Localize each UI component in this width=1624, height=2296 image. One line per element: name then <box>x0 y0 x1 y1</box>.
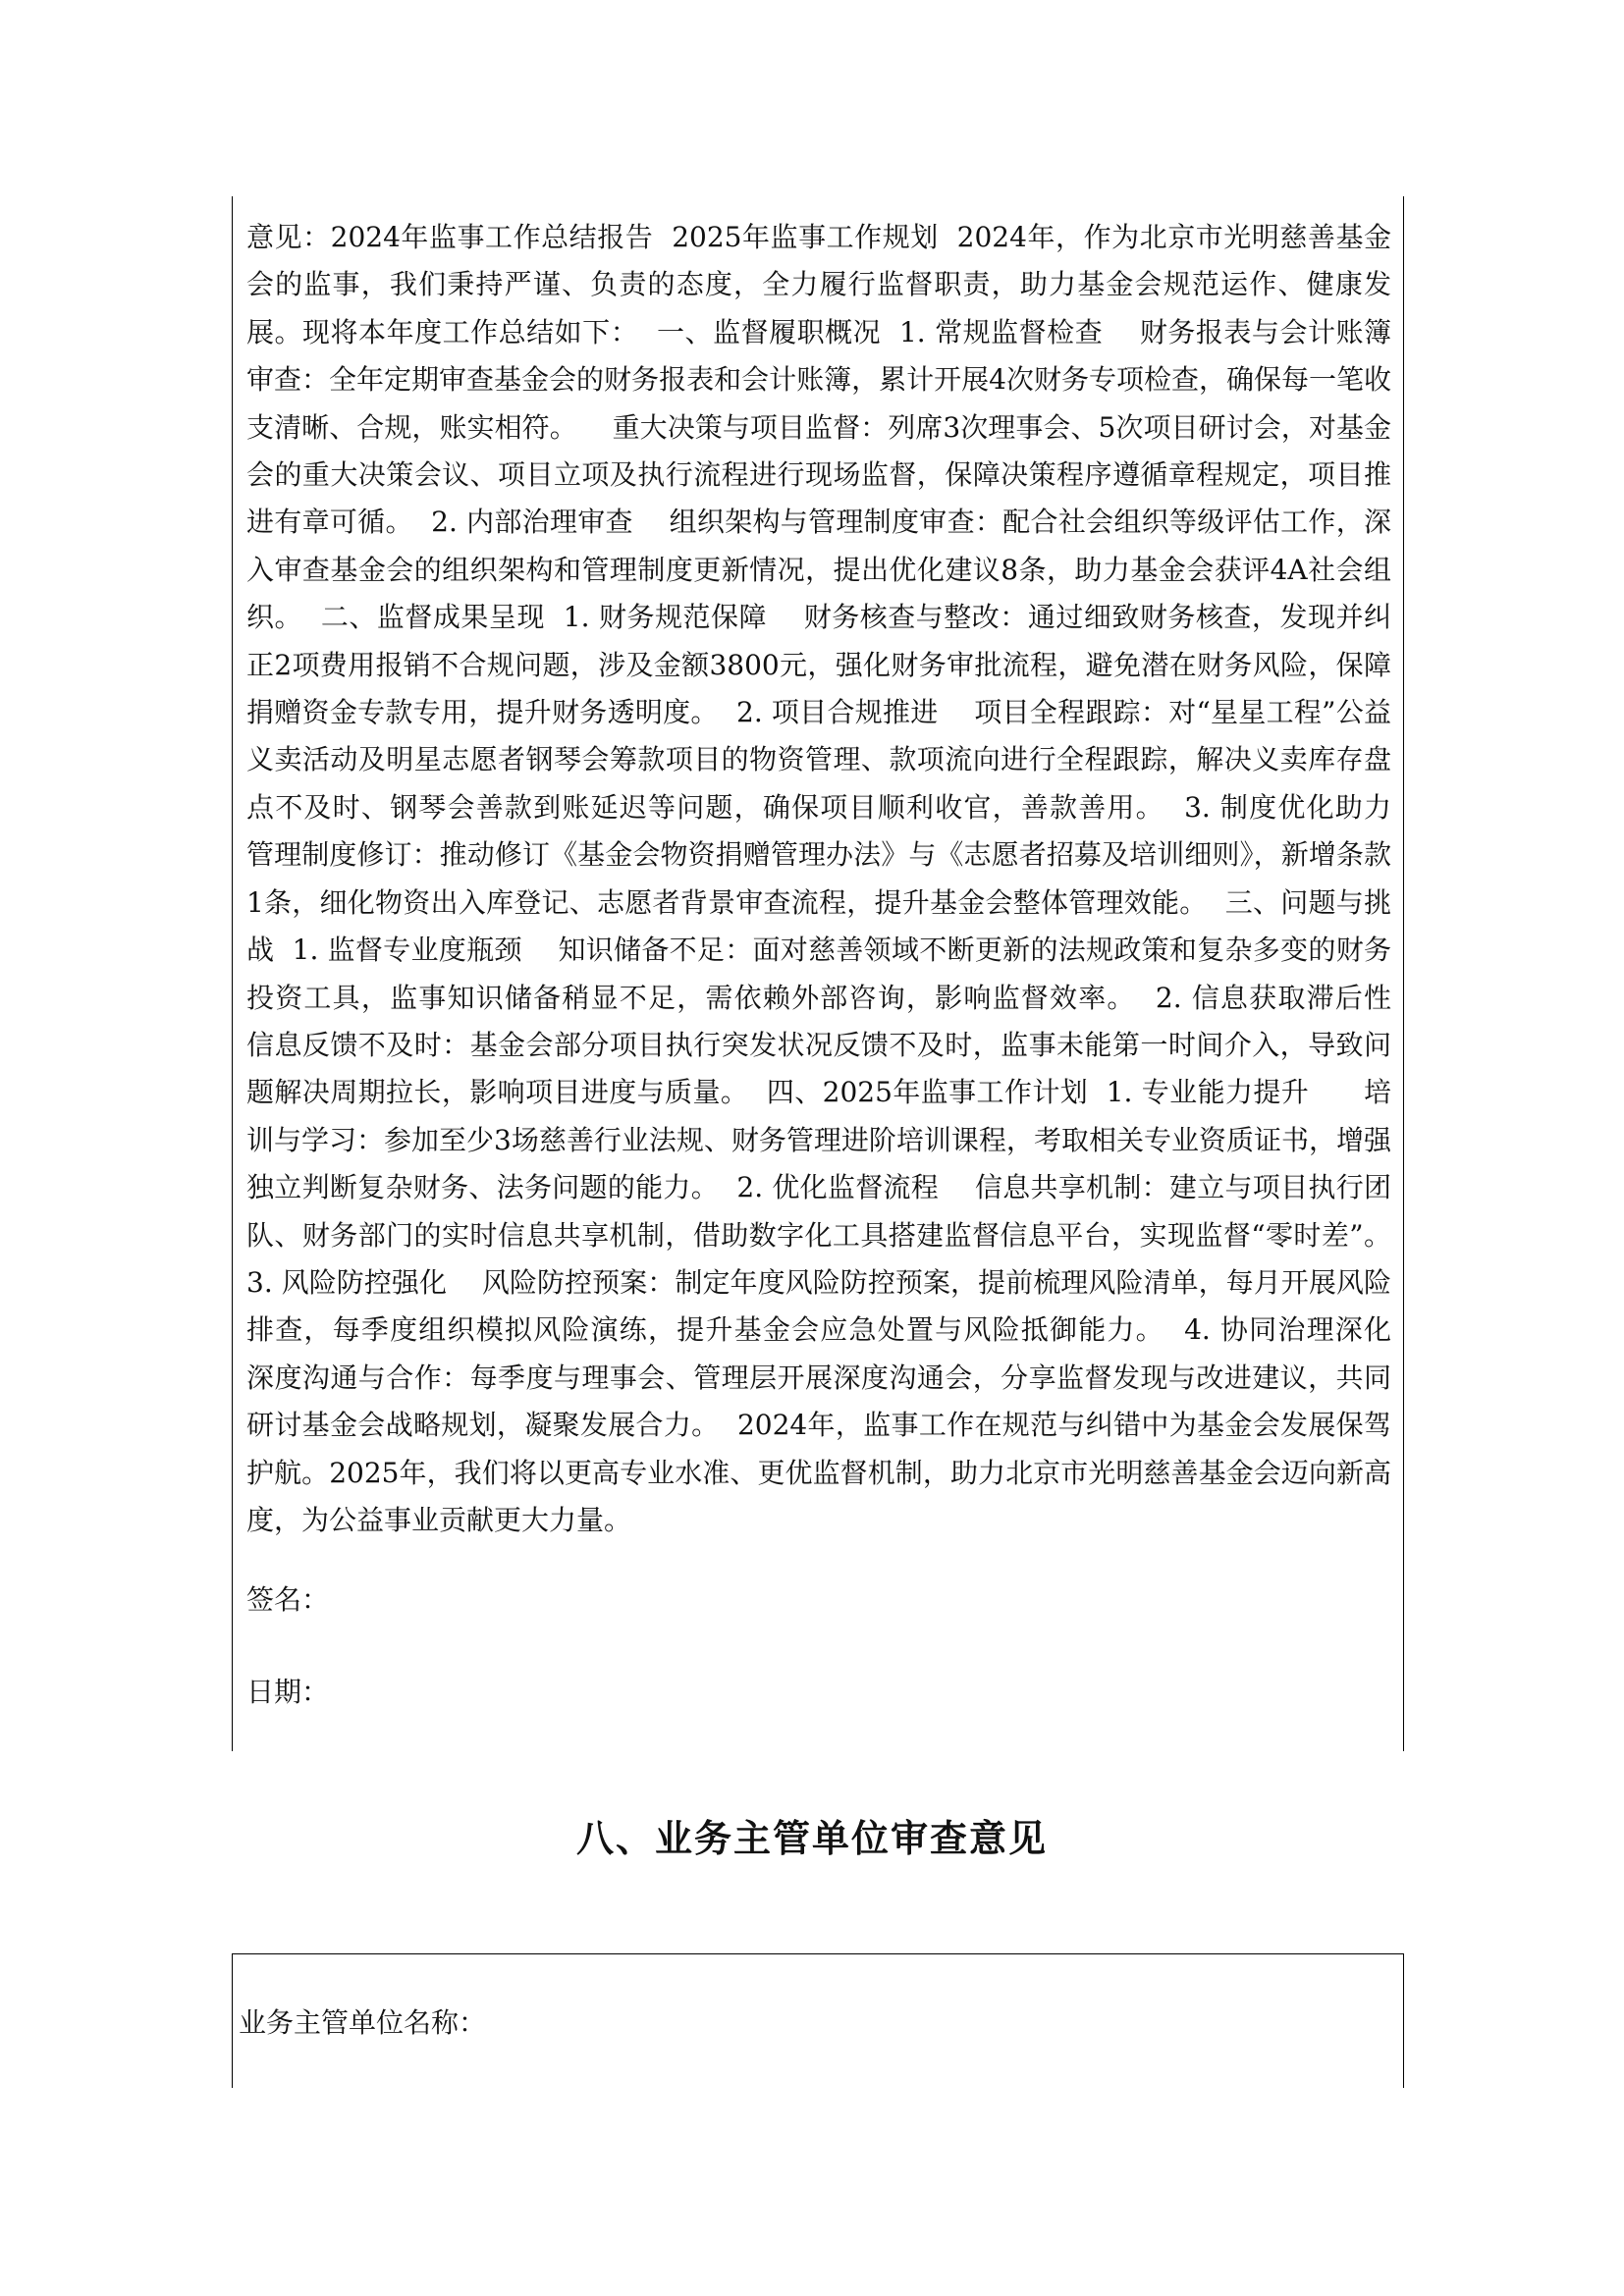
signature-label: 签名： <box>246 1583 330 1616</box>
supervising-unit-name-label: 业务主管单位名称： <box>239 2006 487 2039</box>
date-label: 日期： <box>246 1676 330 1708</box>
supervisor-opinion-box <box>232 196 1427 1751</box>
supervising-unit-box <box>232 1953 1404 2088</box>
section-title: 八、业务主管单位审查意见 <box>575 1816 1048 1860</box>
supervisor-opinion-text: 意见：2024年监事工作总结报告 2025年监事工作规划 2024年，作为北京市光明慈善基金会的监事，我们秉持严谨、负责的态度，全力履行监督职责，助力基金会规范运作、健康发展。现将本年度工作总结如下： 一、监督履职概况 1. 常规监督检查 财务报表与会计账簿审查：全年定期审查基金会的财务报表和会计账簿，累计开展4次财务专项检查，确保每一笔收支清晰、合规，账实相符。 重大决策与项目监督：列席3次理事会、5次项目研讨会，对基金会的重大决策会议、项目立项及执行流程进行现场监督，保障决策程序遵循章程规定，项目推进有章可循。 2. 内部治理审查 组织架构与管理制度审查：配合社会组织等级评估工作，深入审查基金会的组织架构和管理制度更新情况，提出优化建议8条，助力基金会获评4A社会组织。 二、监督成果呈现 1. 财务规范保障 财务核查与整改：通过细致财务核查，发现并纠正2项费用报销不合规问题，涉及金额3800元，强化财务审批流程，避免潜在财务风险，保障捐赠资金专款专用，提升财务透明度。 2. 项目合规推进 项目全程跟踪：对“星星工程”公益义卖活动及明星志愿者钢琴会筹款项目的物资管理、款项流向进行全程跟踪，解决义卖库存盘点不及时、钢琴会善款到账延迟等问题，确保项目顺利收官，善款善用。 3. 制度优化助力 管理制度修订：推动修订《基金会物资捐赠管理办法》与《志愿者招募及培训细则》，新增条款1条，细化物资出入库登记、志愿者背景审查流程，提升基金会整体管理效能。 三、问题与挑战 1. 监督专业度瓶颈 知识储备不足：面对慈善领域不断更新的法规政策和复杂多变的财务投资工具，监事知识储备稍显不足，需依赖外部咨询，影响监督效率。 2. 信息获取滞后性 信息反馈不及时：基金会部分项目执行突发状况反馈不及时，监事未能第一时间介入，导致问题解决周期拉长，影响项目进度与质量。 四、2025年监事工作计划 1. 专业能力提升 培训与学习：参加至少3场慈善行业法规、财务管理进阶培训课程，考取相关专业资质证书，增强独立判断复杂财务、法务问题的能力。 2. 优化监督流程 信息共享机制：建立与项目执行团队、财务部门的实时信息共享机制，借助数字化工具搭建监督信息平台，实现监督“零时差”。 3. 风险防控强化 风险防控预案：制定年度风险防控预案，提前梳理风险清单，每月开展风险排查，每季度组织模拟风险演练，提升基金会应急处置与风险抵御能力。 4. 协同治理深化 深度沟通与合作：每季度与理事会、管理层开展深度沟通会，分享监督发现与改进建议，共同研讨基金会战略规划，凝聚发展合力。 2024年，监事工作在规范与纠错中为基金会发展保驾护航。2025年，我们将以更高专业水准、更优监督机制，助力北京市光明慈善基金会迈向新高度，为公益事业贡献更大力量。 <box>246 221 1427 1536</box>
